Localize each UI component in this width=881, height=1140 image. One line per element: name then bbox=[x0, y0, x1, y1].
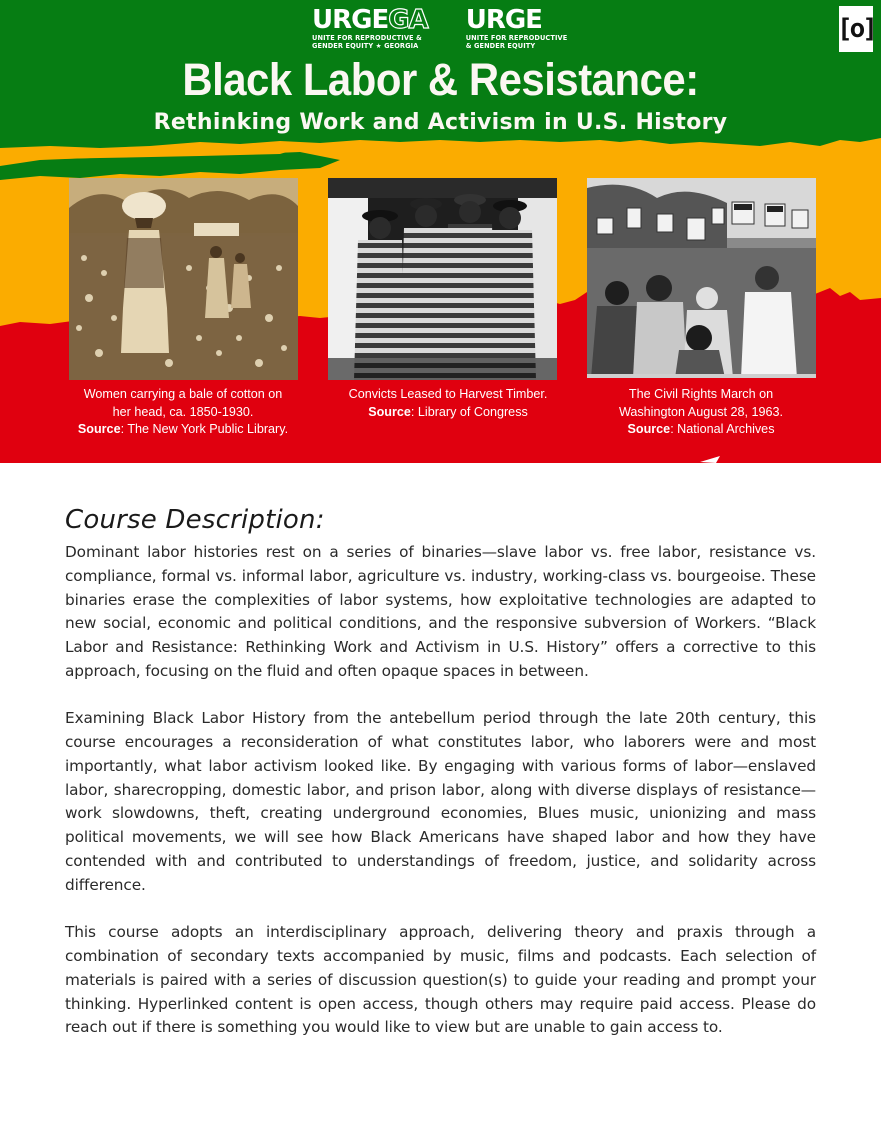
caption-text-line: her head, ca. 1850-1930. bbox=[112, 404, 254, 419]
urge-logo-tagline: UNITE FOR REPRODUCTIVE & GENDER EQUITY bbox=[465, 34, 568, 50]
header-banner bbox=[0, 0, 881, 463]
civil-rights-march-image bbox=[587, 178, 816, 378]
source-text: : The New York Public Library. bbox=[120, 422, 289, 436]
caption-text-line: Women carrying a bale of cotton on bbox=[83, 387, 283, 401]
urge-logo bbox=[466, 6, 568, 50]
urge-ga-logo bbox=[312, 6, 428, 50]
paragraph-2: Examining Black Labor History from the antebellum period through the late 20th century, this course encourages a reconsideration of what constitutes labor, who laborers were and most importantly, what labor activism looked like. By engaging with various forms of labor—enslaved labor, sharecropping, domestic labor, and prison labor, along with diverse displays of resistance—work slowdowns, theft, creating underground economies, Blues music, unionizing and mass political movements, we will see how Black Americans have shaped labor and how they have contended with and contributed to understandings of freedom, justice, and solidarity across difference. bbox=[65, 709, 816, 894]
source-text: : National Archives bbox=[670, 422, 775, 436]
paragraph-3: This course adopts an interdisciplinary approach, delivering theory and praxis through a combination of secondary texts accompanied by music, films and podcasts. Each selection of materials is paired with a series of discussion question(s) to guide your reading and prompt your thinking. Hyperlinked content is open access, though others may require paid access. Please do reach out if there is something you would like to view but are unable to gain access to. bbox=[65, 923, 816, 1037]
page-title: Black Labor & Resistance: bbox=[182, 54, 699, 105]
cotton-field-image bbox=[69, 178, 298, 380]
paragraph-1: Dominant labor histories rest on a series of binaries—slave labor vs. free labor, resistance vs. compliance, formal vs. informal labor, agriculture vs. industry, working-class vs. bourgeoise. These binaries erase the complexities of labor systems, how exploitative technologies are adapted to new social, economic and political conditions, and the responsive subversion of Workers. “Black Labor and Resistance: Rethinking Work and Activism in U.S. History” offers a corrective to this approach, focusing on the fluid and often opaque spaces in between. bbox=[65, 543, 816, 680]
photo-caption-1 bbox=[53, 386, 313, 439]
cotton-field-photo bbox=[69, 178, 298, 380]
section-heading: Course Description: bbox=[65, 505, 325, 535]
caption-text-line: Washington August 28, 1963. bbox=[618, 404, 784, 419]
urge-logo-mark: URGE bbox=[465, 5, 542, 35]
photo-caption-3 bbox=[571, 386, 831, 439]
source-text: : Library of Congress bbox=[410, 404, 528, 419]
photo-caption-2 bbox=[318, 386, 578, 421]
convicts-image bbox=[328, 178, 557, 380]
corner-badge-logo: [o] bbox=[839, 6, 873, 52]
caption-text-line: The Civil Rights March on bbox=[628, 387, 774, 401]
logo-group bbox=[312, 6, 567, 50]
course-description-section bbox=[65, 504, 816, 1064]
source-label: Source bbox=[77, 422, 121, 436]
civil-rights-march-photo bbox=[587, 178, 816, 378]
page-subtitle: Rethinking Work and Activism in U.S. History bbox=[153, 110, 728, 135]
convicts-photo bbox=[328, 178, 557, 380]
urge-ga-logo-mark: URGE bbox=[312, 5, 389, 35]
caption-text-line: Convicts Leased to Harvest Timber. bbox=[348, 387, 548, 401]
source-label: Source bbox=[627, 422, 671, 436]
source-label: Source bbox=[368, 404, 411, 419]
urge-ga-logo-tagline: UNITE FOR REPRODUCTIVE & GENDER EQUITY ★ GEORGIA bbox=[312, 34, 422, 50]
urge-ga-logo-outline: GA bbox=[388, 5, 428, 35]
